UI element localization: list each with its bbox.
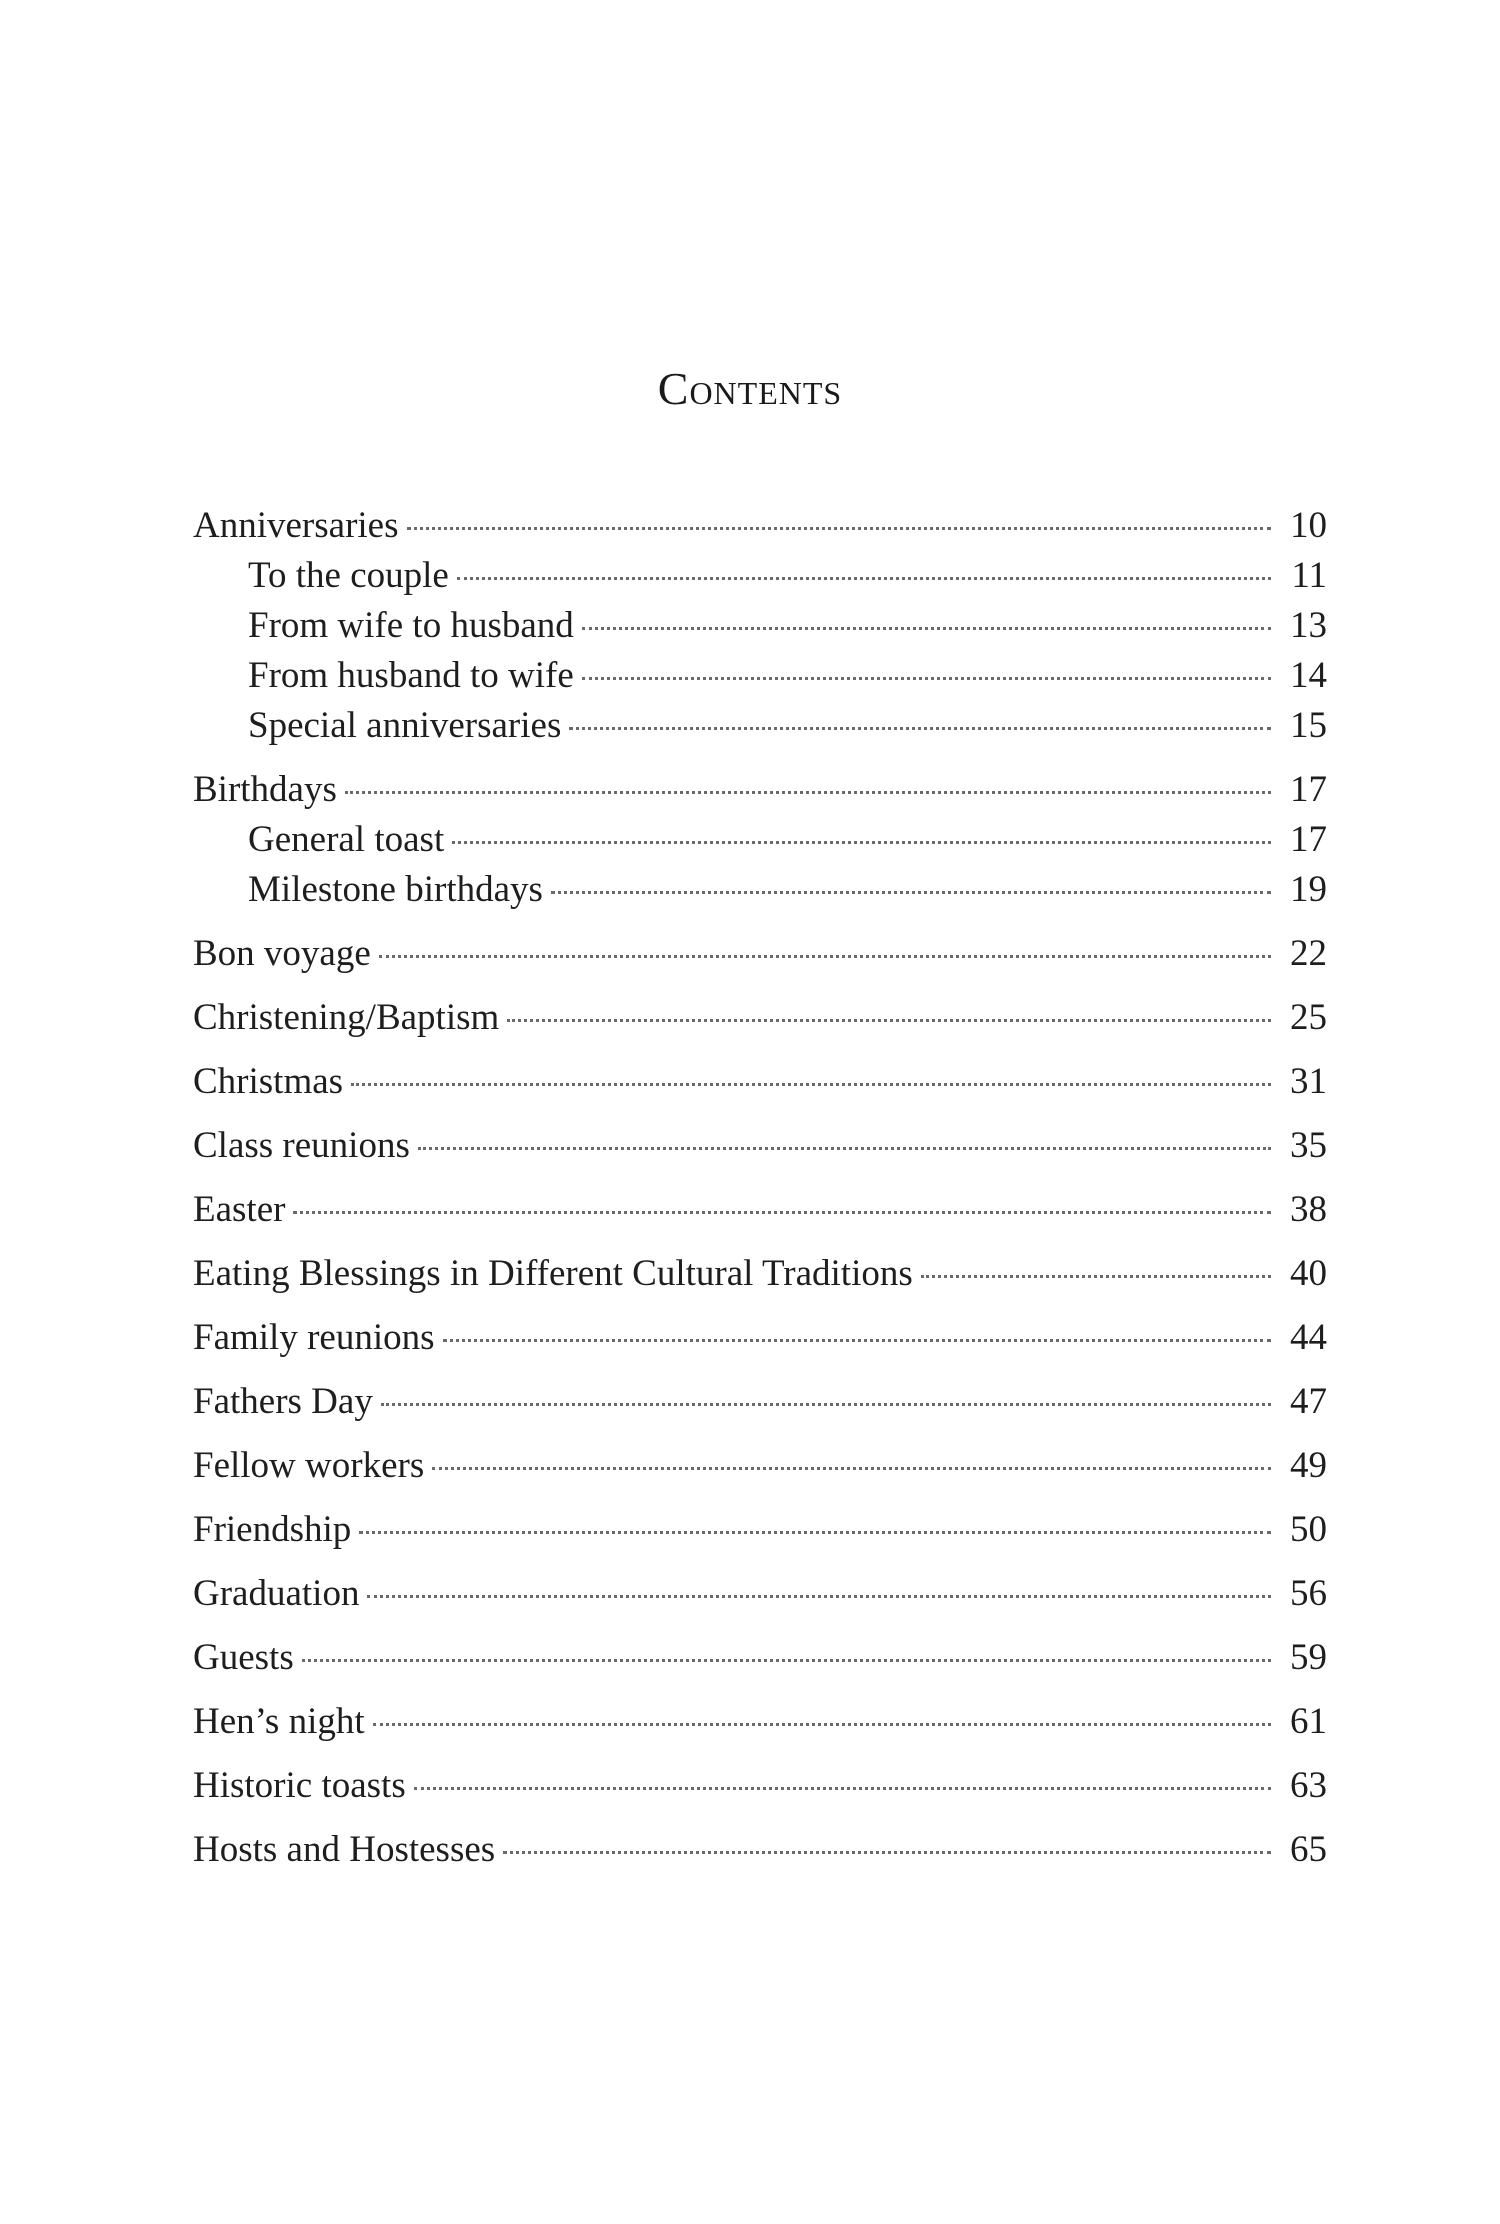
dot-leader <box>418 1147 1271 1150</box>
toc-page-number: 56 <box>1290 1573 1327 1614</box>
dot-leader <box>551 891 1271 894</box>
toc-entry <box>193 1377 1327 1427</box>
toc-entry <box>193 1249 1327 1299</box>
toc-entry <box>193 1185 1327 1235</box>
toc-page-number: 31 <box>1290 1061 1327 1102</box>
toc-entry <box>193 1761 1327 1811</box>
dot-leader <box>351 1083 1271 1086</box>
toc-page-number: 65 <box>1290 1829 1327 1870</box>
toc-page-number: 35 <box>1290 1125 1327 1166</box>
toc-entry-label: Guests <box>193 1637 294 1678</box>
toc-entry <box>193 1569 1327 1619</box>
toc-page-number: 61 <box>1290 1701 1327 1742</box>
dot-leader <box>921 1275 1271 1278</box>
toc-subentry <box>193 701 1327 751</box>
toc-entry <box>193 929 1327 979</box>
dot-leader <box>457 577 1271 580</box>
toc-entry <box>193 993 1327 1043</box>
toc-entry-label: Special anniversaries <box>248 705 562 746</box>
toc-subentry <box>193 601 1327 651</box>
toc-entry-label: From wife to husband <box>248 605 574 646</box>
toc-entry <box>193 1633 1327 1683</box>
dot-leader <box>373 1723 1271 1726</box>
page-title: Contents <box>657 363 843 414</box>
dot-leader <box>302 1659 1271 1662</box>
dot-leader <box>582 677 1271 680</box>
toc-page-number: 22 <box>1290 933 1327 974</box>
toc-entry <box>193 1505 1327 1555</box>
toc-entry <box>193 1697 1327 1747</box>
toc-page-number: 44 <box>1290 1317 1327 1358</box>
toc-page-number: 17 <box>1290 819 1327 860</box>
toc-page-number: 15 <box>1290 705 1327 746</box>
toc-page-number: 10 <box>1290 505 1327 546</box>
dot-leader <box>414 1787 1271 1790</box>
dot-leader <box>293 1211 1271 1214</box>
toc-entry-label: General toast <box>248 819 445 860</box>
toc-page-number: 25 <box>1290 997 1327 1038</box>
toc-entry <box>193 501 1327 551</box>
toc-entry-label: Easter <box>193 1189 286 1230</box>
toc-page-number: 49 <box>1290 1445 1327 1486</box>
toc-entry-label: Christening/Baptism <box>193 997 500 1038</box>
toc-page-number: 50 <box>1290 1509 1327 1550</box>
toc-entry <box>193 1313 1327 1363</box>
dot-leader <box>432 1467 1271 1470</box>
toc-subentry <box>193 815 1327 865</box>
toc-subentry <box>193 551 1327 601</box>
dot-leader <box>569 727 1271 730</box>
toc-entry-label: Class reunions <box>193 1125 410 1166</box>
toc-entry <box>193 1441 1327 1491</box>
toc-entry-label: Historic toasts <box>193 1765 406 1806</box>
toc-entry-label: Hen’s night <box>193 1701 365 1742</box>
toc-page-number: 13 <box>1290 605 1327 646</box>
toc-entry-label: Anniversaries <box>193 505 399 546</box>
toc-entry-label: Graduation <box>193 1573 360 1614</box>
toc-page-number: 40 <box>1290 1253 1327 1294</box>
toc-entry <box>193 1057 1327 1107</box>
dot-leader <box>452 841 1271 844</box>
toc-entry-label: Christmas <box>193 1061 344 1102</box>
toc-entry-label: Hosts and Hostesses <box>193 1829 496 1870</box>
dot-leader <box>443 1339 1271 1342</box>
dot-leader <box>345 791 1271 794</box>
toc-entry-label: To the couple <box>248 555 449 596</box>
dot-leader <box>507 1019 1271 1022</box>
toc-page-number: 59 <box>1290 1637 1327 1678</box>
toc-page-number: 63 <box>1290 1765 1327 1806</box>
toc-page-number: 14 <box>1290 655 1327 696</box>
toc-entry <box>193 1121 1327 1171</box>
toc-entry-label: Milestone birthdays <box>248 869 543 910</box>
dot-leader <box>407 527 1272 530</box>
dot-leader <box>379 955 1271 958</box>
dot-leader <box>582 627 1271 630</box>
toc-entry-label: Friendship <box>193 1509 352 1550</box>
toc-page-number: 47 <box>1290 1381 1327 1422</box>
toc-page-number: 19 <box>1290 869 1327 910</box>
toc-entry-label: Birthdays <box>193 769 337 810</box>
dot-leader <box>381 1403 1271 1406</box>
toc-page-number: 38 <box>1290 1189 1327 1230</box>
toc-subentry <box>193 651 1327 701</box>
toc-page-number: 17 <box>1290 769 1327 810</box>
toc-entry <box>193 765 1327 815</box>
toc-entry-label: Eating Blessings in Different Cultural Traditions <box>193 1253 913 1294</box>
dot-leader <box>367 1595 1271 1598</box>
toc-entry-label: Bon voyage <box>193 933 371 974</box>
toc-page-number: 11 <box>1291 555 1327 596</box>
toc-entry-label: Family reunions <box>193 1317 435 1358</box>
toc-entry-label: Fellow workers <box>193 1445 425 1486</box>
toc-entry <box>193 1825 1327 1875</box>
toc-subentry <box>193 865 1327 915</box>
toc-entry-label: From husband to wife <box>248 655 574 696</box>
toc-entry-label: Fathers Day <box>193 1381 373 1422</box>
dot-leader <box>359 1531 1271 1534</box>
dot-leader <box>503 1851 1271 1854</box>
